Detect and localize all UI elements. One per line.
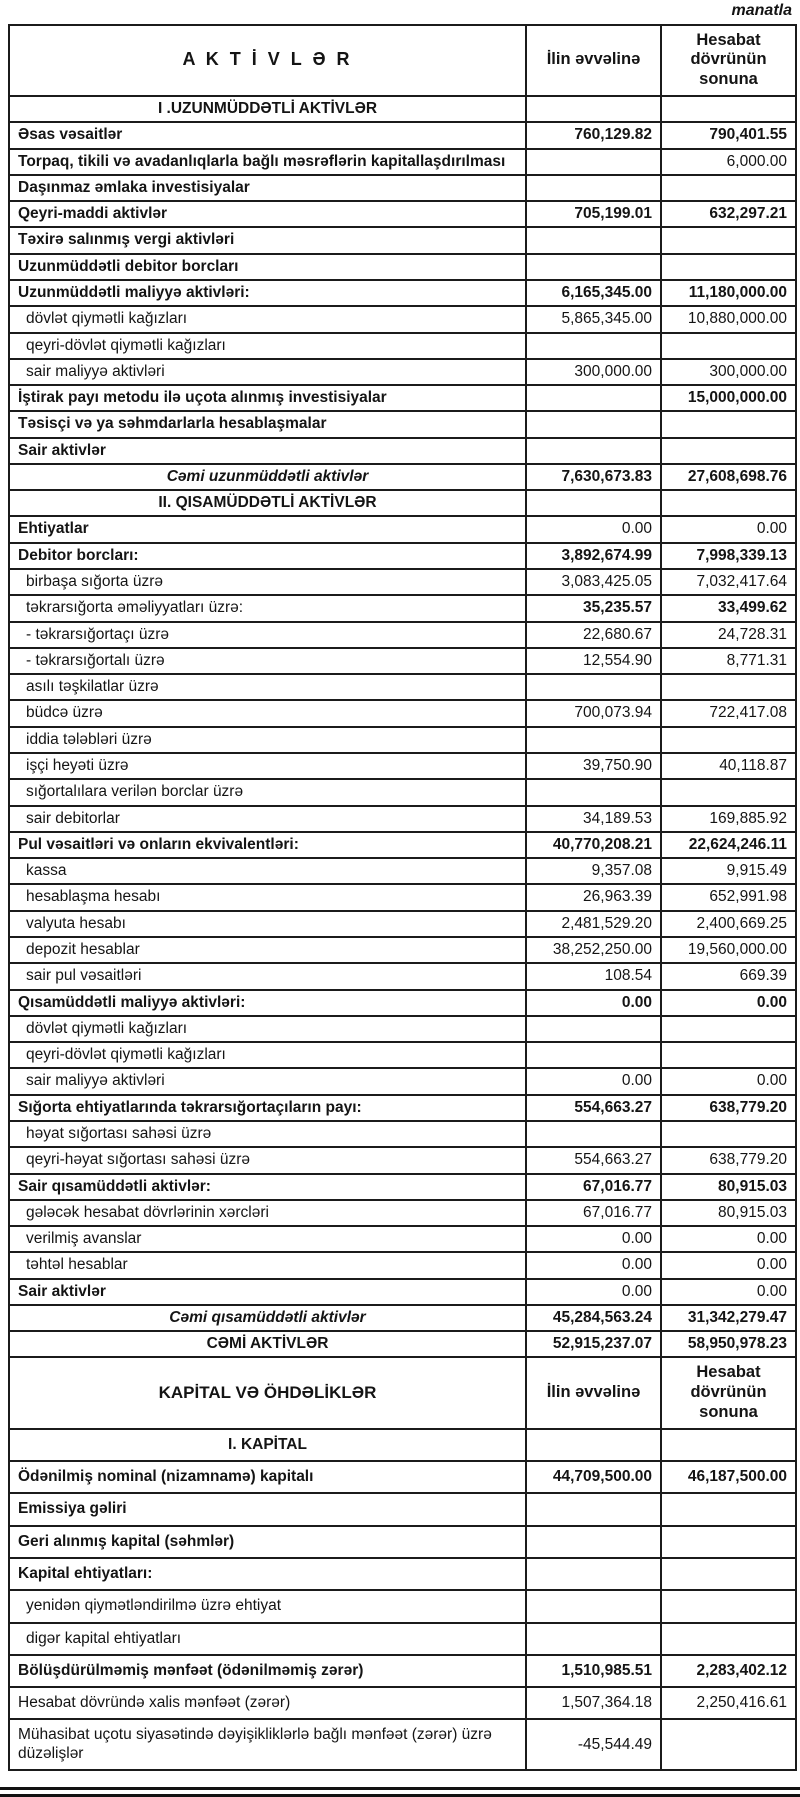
value-period-start: 3,892,674.99 <box>526 543 661 569</box>
table-row <box>9 674 796 700</box>
value-period-end: 22,624,246.11 <box>661 832 796 858</box>
value-period-start: 9,357.08 <box>526 858 661 884</box>
table-row <box>9 175 796 201</box>
table-row <box>9 1558 796 1590</box>
table-row <box>9 832 796 858</box>
value-period-start: 700,073.94 <box>526 700 661 726</box>
value-period-start: 0.00 <box>526 1252 661 1278</box>
table-row <box>9 858 796 884</box>
value-period-end: 9,915.49 <box>661 858 796 884</box>
value-period-end <box>661 490 796 516</box>
value-period-end: 0.00 <box>661 1279 796 1305</box>
value-period-start: 40,770,208.21 <box>526 832 661 858</box>
assets-table-title: A K T İ V L Ə R <box>9 25 526 96</box>
row-label: Torpaq, tikili və avadanlıqlarla bağlı məsrəflərin kapitallaşdırılması <box>9 149 526 175</box>
row-label: Pul vəsaitləri və onların ekvivalentləri: <box>9 832 526 858</box>
value-period-end <box>661 175 796 201</box>
table-row <box>9 1279 796 1305</box>
table-row <box>9 280 796 306</box>
header-row <box>9 25 796 96</box>
capital-liabilities-table <box>8 1356 797 1770</box>
table-row <box>9 149 796 175</box>
row-label: I .UZUNMÜDDƏTLİ AKTİVLƏR <box>9 96 526 122</box>
row-label: asılı təşkilatlar üzrə <box>9 674 526 700</box>
row-label: Mühasibat uçotu siyasətində dəyişikliklərlə bağlı mənfəət (zərər) üzrə düzəlişlər <box>9 1719 526 1770</box>
table-row <box>9 516 796 542</box>
row-label: işçi heyəti üzrə <box>9 753 526 779</box>
row-label: digər kapital ehtiyatları <box>9 1623 526 1655</box>
value-period-start: 26,963.39 <box>526 884 661 910</box>
value-period-start: 0.00 <box>526 990 661 1016</box>
row-label: Kapital ehtiyatları: <box>9 1558 526 1590</box>
value-period-end <box>661 438 796 464</box>
value-period-end: 652,991.98 <box>661 884 796 910</box>
unit-label: manatla <box>731 2 792 19</box>
row-label: İştirak payı metodu ilə uçota alınmış investisiyalar <box>9 385 526 411</box>
row-label: birbaşa sığorta üzrə <box>9 569 526 595</box>
table-row <box>9 990 796 1016</box>
value-period-end <box>661 1121 796 1147</box>
row-label: Sair aktivlər <box>9 1279 526 1305</box>
value-period-end: 669.39 <box>661 963 796 989</box>
row-label: Hesabat dövründə xalis mənfəət (zərər) <box>9 1687 526 1719</box>
value-period-end: 27,608,698.76 <box>661 464 796 490</box>
table-row <box>9 1226 796 1252</box>
value-period-end: 2,283,402.12 <box>661 1655 796 1687</box>
table-row <box>9 779 796 805</box>
row-label: gələcək hesabat dövrlərinin xərcləri <box>9 1200 526 1226</box>
value-period-end: 46,187,500.00 <box>661 1461 796 1493</box>
value-period-end: 0.00 <box>661 1226 796 1252</box>
value-period-end: 722,417.08 <box>661 700 796 726</box>
value-period-end <box>661 727 796 753</box>
value-period-end: 58,950,978.23 <box>661 1331 796 1357</box>
value-period-end: 8,771.31 <box>661 648 796 674</box>
table-row <box>9 806 796 832</box>
row-label: Təxirə salınmış vergi aktivləri <box>9 227 526 253</box>
row-label: Təsisçi və ya səhmdarlarla hesablaşmalar <box>9 411 526 437</box>
row-label: həyat sığortası sahəsi üzrə <box>9 1121 526 1147</box>
value-period-start <box>526 490 661 516</box>
value-period-start <box>526 254 661 280</box>
table-row <box>9 1461 796 1493</box>
column-header-period-start: İlin əvvəlinə <box>526 1357 661 1428</box>
row-label: Sair qısamüddətli aktivlər: <box>9 1174 526 1200</box>
value-period-end: 0.00 <box>661 990 796 1016</box>
value-period-start: 67,016.77 <box>526 1200 661 1226</box>
row-label: hesablaşma hesabı <box>9 884 526 910</box>
value-period-start: 554,663.27 <box>526 1147 661 1173</box>
column-header-period-end: Hesabat dövrünün sonuna <box>661 1357 796 1428</box>
table-row <box>9 963 796 989</box>
row-label: təhtəl hesablar <box>9 1252 526 1278</box>
value-period-start: 760,129.82 <box>526 122 661 148</box>
value-period-end: 638,779.20 <box>661 1095 796 1121</box>
value-period-start <box>526 227 661 253</box>
value-period-start <box>526 1558 661 1590</box>
table-row <box>9 1042 796 1068</box>
table-row <box>9 201 796 227</box>
value-period-start <box>526 1042 661 1068</box>
value-period-end: 2,250,416.61 <box>661 1687 796 1719</box>
value-period-end <box>661 779 796 805</box>
row-label: I. KAPİTAL <box>9 1429 526 1461</box>
value-period-start: 39,750.90 <box>526 753 661 779</box>
capital-table-body <box>9 1429 796 1770</box>
table-row <box>9 700 796 726</box>
row-label: Cəmi uzunmüddətli aktivlər <box>9 464 526 490</box>
table-row <box>9 1719 796 1770</box>
table-row <box>9 1655 796 1687</box>
value-period-start: 108.54 <box>526 963 661 989</box>
value-period-start: 22,680.67 <box>526 622 661 648</box>
table-row <box>9 569 796 595</box>
value-period-start: 44,709,500.00 <box>526 1461 661 1493</box>
table-row <box>9 1429 796 1461</box>
table-row <box>9 490 796 516</box>
row-label: II. QISAMÜDDƏTLİ AKTİVLƏR <box>9 490 526 516</box>
value-period-end: 7,032,417.64 <box>661 569 796 595</box>
value-period-start: 554,663.27 <box>526 1095 661 1121</box>
value-period-end <box>661 1623 796 1655</box>
value-period-end: 15,000,000.00 <box>661 385 796 411</box>
row-label: Cəmi qısamüddətli aktivlər <box>9 1305 526 1331</box>
table-row <box>9 595 796 621</box>
value-period-end: 0.00 <box>661 1252 796 1278</box>
table-row <box>9 1174 796 1200</box>
capital-table-title: KAPİTAL VƏ ÖHDƏLİKLƏR <box>9 1357 526 1428</box>
table-row <box>9 1331 796 1357</box>
value-period-end <box>661 96 796 122</box>
row-label: valyuta hesabı <box>9 911 526 937</box>
value-period-end: 638,779.20 <box>661 1147 796 1173</box>
row-label: sair pul vəsaitləri <box>9 963 526 989</box>
value-period-start <box>526 438 661 464</box>
value-period-start <box>526 149 661 175</box>
value-period-end: 80,915.03 <box>661 1200 796 1226</box>
value-period-end <box>661 1042 796 1068</box>
row-label: - təkrarsığortalı üzrə <box>9 648 526 674</box>
table-row <box>9 1016 796 1042</box>
table-row <box>9 622 796 648</box>
row-label: Ödənilmiş nominal (nizamnamə) kapitalı <box>9 1461 526 1493</box>
table-row <box>9 648 796 674</box>
value-period-start <box>526 727 661 753</box>
value-period-start: 12,554.90 <box>526 648 661 674</box>
value-period-start <box>526 1493 661 1525</box>
row-label: büdcə üzrə <box>9 700 526 726</box>
value-period-start <box>526 96 661 122</box>
value-period-end: 300,000.00 <box>661 359 796 385</box>
table-row <box>9 1305 796 1331</box>
value-period-end <box>661 1719 796 1770</box>
table-row <box>9 1526 796 1558</box>
value-period-end <box>661 1590 796 1622</box>
table-row <box>9 1623 796 1655</box>
row-label: qeyri-dövlət qiymətli kağızları <box>9 333 526 359</box>
table-row <box>9 411 796 437</box>
value-period-start: 0.00 <box>526 1226 661 1252</box>
value-period-start: 5,865,345.00 <box>526 306 661 332</box>
value-period-start <box>526 1526 661 1558</box>
table-row <box>9 543 796 569</box>
row-label: iddia tələbləri üzrə <box>9 727 526 753</box>
row-label: Ehtiyatlar <box>9 516 526 542</box>
value-period-end <box>661 1558 796 1590</box>
table-row <box>9 254 796 280</box>
row-label: depozit hesablar <box>9 937 526 963</box>
value-period-end <box>661 1429 796 1461</box>
value-period-end: 11,180,000.00 <box>661 280 796 306</box>
value-period-end: 10,880,000.00 <box>661 306 796 332</box>
value-period-start: 0.00 <box>526 516 661 542</box>
table-row <box>9 464 796 490</box>
value-period-start: 35,235.57 <box>526 595 661 621</box>
value-period-end <box>661 333 796 359</box>
value-period-start: 7,630,673.83 <box>526 464 661 490</box>
table-row <box>9 306 796 332</box>
row-label: sair maliyyə aktivləri <box>9 1068 526 1094</box>
value-period-start <box>526 779 661 805</box>
value-period-end <box>661 674 796 700</box>
table-row <box>9 727 796 753</box>
table-row <box>9 1147 796 1173</box>
value-period-end: 80,915.03 <box>661 1174 796 1200</box>
row-label: sair maliyyə aktivləri <box>9 359 526 385</box>
row-label: təkrarsığorta əməliyyatları üzrə: <box>9 595 526 621</box>
value-period-end <box>661 254 796 280</box>
table-row <box>9 884 796 910</box>
table-row <box>9 333 796 359</box>
value-period-start: 1,510,985.51 <box>526 1655 661 1687</box>
value-period-start <box>526 411 661 437</box>
row-label: Daşınmaz əmlaka investisiyalar <box>9 175 526 201</box>
value-period-start: 34,189.53 <box>526 806 661 832</box>
value-period-start <box>526 385 661 411</box>
value-period-start: -45,544.49 <box>526 1719 661 1770</box>
assets-table-header <box>9 25 796 96</box>
table-row <box>9 438 796 464</box>
header-row <box>9 1357 796 1428</box>
table-row <box>9 1095 796 1121</box>
value-period-end: 7,998,339.13 <box>661 543 796 569</box>
table-row <box>9 122 796 148</box>
value-period-start: 2,481,529.20 <box>526 911 661 937</box>
value-period-end: 19,560,000.00 <box>661 937 796 963</box>
row-label: verilmiş avanslar <box>9 1226 526 1252</box>
value-period-end: 169,885.92 <box>661 806 796 832</box>
value-period-start: 3,083,425.05 <box>526 569 661 595</box>
value-period-end: 40,118.87 <box>661 753 796 779</box>
table-row <box>9 1121 796 1147</box>
row-label: sair debitorlar <box>9 806 526 832</box>
value-period-start <box>526 1016 661 1042</box>
row-label: sığortalılara verilən borclar üzrə <box>9 779 526 805</box>
value-period-start <box>526 175 661 201</box>
value-period-end <box>661 227 796 253</box>
value-period-end: 0.00 <box>661 1068 796 1094</box>
table-row <box>9 1068 796 1094</box>
row-label: Debitor borcları: <box>9 543 526 569</box>
value-period-start <box>526 1429 661 1461</box>
row-label: Qeyri-maddi aktivlər <box>9 201 526 227</box>
value-period-end: 6,000.00 <box>661 149 796 175</box>
row-label: Uzunmüddətli debitor borcları <box>9 254 526 280</box>
row-label: qeyri-həyat sığortası sahəsi üzrə <box>9 1147 526 1173</box>
value-period-start: 6,165,345.00 <box>526 280 661 306</box>
row-label: - təkrarsığortaçı üzrə <box>9 622 526 648</box>
row-label: CƏMİ AKTİVLƏR <box>9 1331 526 1357</box>
value-period-start: 38,252,250.00 <box>526 937 661 963</box>
value-period-start: 0.00 <box>526 1068 661 1094</box>
value-period-end: 31,342,279.47 <box>661 1305 796 1331</box>
assets-table-body <box>9 96 796 1358</box>
value-period-start <box>526 1121 661 1147</box>
table-row <box>9 227 796 253</box>
value-period-start <box>526 333 661 359</box>
table-row <box>9 96 796 122</box>
value-period-start <box>526 674 661 700</box>
column-header-period-start: İlin əvvəlinə <box>526 25 661 96</box>
value-period-start: 1,507,364.18 <box>526 1687 661 1719</box>
value-period-end <box>661 1493 796 1525</box>
table-row <box>9 1590 796 1622</box>
value-period-start <box>526 1590 661 1622</box>
table-row <box>9 1200 796 1226</box>
value-period-end: 24,728.31 <box>661 622 796 648</box>
row-label: Əsas vəsaitlər <box>9 122 526 148</box>
table-row <box>9 1687 796 1719</box>
value-period-end: 632,297.21 <box>661 201 796 227</box>
value-period-end: 2,400,669.25 <box>661 911 796 937</box>
table-row <box>9 937 796 963</box>
table-row <box>9 359 796 385</box>
value-period-start: 45,284,563.24 <box>526 1305 661 1331</box>
value-period-end <box>661 411 796 437</box>
table-row <box>9 911 796 937</box>
value-period-start: 52,915,237.07 <box>526 1331 661 1357</box>
row-label: Geri alınmış kapital (səhmlər) <box>9 1526 526 1558</box>
row-label: Sığorta ehtiyatlarında təkrarsığortaçıların payı: <box>9 1095 526 1121</box>
value-period-end: 0.00 <box>661 516 796 542</box>
table-row <box>9 753 796 779</box>
capital-table-header <box>9 1357 796 1428</box>
column-header-period-end: Hesabat dövrünün sonuna <box>661 25 796 96</box>
value-period-end: 33,499.62 <box>661 595 796 621</box>
value-period-start: 705,199.01 <box>526 201 661 227</box>
row-label: yenidən qiymətləndirilmə üzrə ehtiyat <box>9 1590 526 1622</box>
row-label: kassa <box>9 858 526 884</box>
row-label: dövlət qiymətli kağızları <box>9 1016 526 1042</box>
value-period-end: 790,401.55 <box>661 122 796 148</box>
table-row <box>9 385 796 411</box>
assets-table <box>8 24 797 1359</box>
table-row <box>9 1252 796 1278</box>
row-label: Uzunmüddətli maliyyə aktivləri: <box>9 280 526 306</box>
table-row <box>9 1493 796 1525</box>
value-period-end <box>661 1526 796 1558</box>
row-label: Qısamüddətli maliyyə aktivləri: <box>9 990 526 1016</box>
row-label: Sair aktivlər <box>9 438 526 464</box>
value-period-start: 0.00 <box>526 1279 661 1305</box>
value-period-end <box>661 1016 796 1042</box>
row-label: qeyri-dövlət qiymətli kağızları <box>9 1042 526 1068</box>
row-label: dövlət qiymətli kağızları <box>9 306 526 332</box>
footer-divider <box>0 1787 800 1797</box>
row-label: Bölüşdürülməmiş mənfəət (ödənilməmiş zərər) <box>9 1655 526 1687</box>
value-period-start: 67,016.77 <box>526 1174 661 1200</box>
row-label: Emissiya gəliri <box>9 1493 526 1525</box>
value-period-start: 300,000.00 <box>526 359 661 385</box>
value-period-start <box>526 1623 661 1655</box>
